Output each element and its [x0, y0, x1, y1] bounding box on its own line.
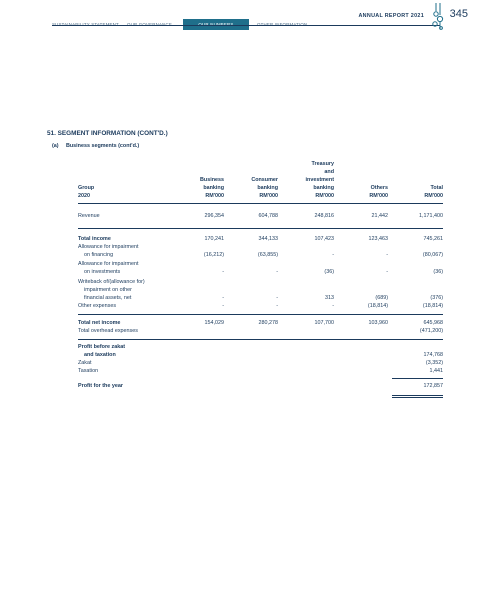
allow-investments-others: -: [386, 269, 388, 275]
sub-section-label: (a): [52, 143, 59, 149]
brand-circuit-icon: [430, 3, 446, 31]
col-header-business-1: Business: [200, 177, 224, 183]
row-label-total-net-income: Total net income: [78, 320, 121, 326]
page-header: [0, 0, 480, 40]
nav-other-information[interactable]: OTHER INFORMATION: [257, 22, 308, 27]
revenue-others: 21,442: [371, 213, 388, 219]
total-income-treasury: 107,423: [314, 236, 334, 242]
total-income-others: 123,463: [368, 236, 388, 242]
profit-year-underline-2: [392, 397, 443, 398]
writeback-others: (689): [375, 295, 388, 301]
row-label-writeback-3: financial assets, net: [84, 295, 132, 301]
row-label-profit-before-zakat-2: and taxation: [84, 352, 116, 358]
nav-our-governance[interactable]: OUR GOVERNANCE: [127, 22, 173, 27]
row-label-allowance-financing-2: on financing: [84, 252, 114, 258]
row-label-allowance-financing-1: Allowance for impairment: [78, 244, 139, 250]
nav-our-numbers[interactable]: OUR NUMBERS: [183, 19, 249, 30]
page-number: 345: [449, 8, 468, 20]
net-income-business: 154,029: [204, 320, 224, 326]
row-label-writeback-2: impairment on other: [84, 287, 132, 293]
row-label-other-expenses: Other expenses: [78, 303, 117, 309]
total-income-consumer: 344,133: [258, 236, 278, 242]
allow-financing-business: (16,212): [203, 252, 224, 258]
row-label-writeback-1: Writeback of/(allowance for): [78, 279, 145, 285]
profit-year-total: 172,857: [423, 383, 443, 389]
row-label-total-income: Total income: [78, 236, 111, 242]
other-expenses-treasury: -: [332, 303, 334, 309]
taxation-underline: [392, 378, 443, 379]
allow-financing-others: -: [386, 252, 388, 258]
row-label-allowance-investments-2: on investments: [84, 269, 121, 275]
group-label: Group: [78, 185, 95, 191]
col-header-consumer-3: RM'000: [259, 193, 278, 199]
annual-report-label: ANNUAL REPORT 2021: [358, 13, 424, 19]
col-header-treasury-5: RM'000: [315, 193, 334, 199]
row-label-profit-for-year: Profit for the year: [78, 383, 123, 389]
col-header-business-2: banking: [203, 185, 224, 191]
profit-before-zakat-total: 174,768: [423, 352, 443, 358]
col-header-total-2: RM'000: [424, 193, 443, 199]
net-income-total: 645,968: [423, 320, 443, 326]
col-header-consumer-2: banking: [257, 185, 278, 191]
row-label-zakat: Zakat: [78, 360, 92, 366]
col-header-treasury-1: Treasury: [311, 161, 334, 167]
allow-investments-business: -: [222, 269, 224, 275]
total-income-business: 170,241: [204, 236, 224, 242]
section-title: 51. SEGMENT INFORMATION (CONT'D.): [47, 130, 168, 137]
net-income-consumer: 280,278: [258, 320, 278, 326]
row-label-profit-before-zakat-1: Profit before zakat: [78, 344, 126, 350]
allow-investments-total: (36): [433, 269, 443, 275]
revenue-treasury: 248,816: [314, 213, 334, 219]
revenue-underline: [78, 228, 443, 229]
revenue-total: 1,171,400: [419, 213, 443, 219]
other-expenses-consumer: -: [276, 303, 278, 309]
col-header-treasury-3: investment: [305, 177, 334, 183]
zakat-total: (3,352): [425, 360, 443, 366]
overhead-underline: [78, 339, 443, 340]
sub-section-text: Business segments (cont'd.): [66, 143, 140, 149]
revenue-business: 296,354: [204, 213, 224, 219]
row-label-revenue: Revenue: [78, 213, 100, 219]
writeback-treasury: 313: [325, 295, 334, 301]
other-expenses-total: (18,814): [422, 303, 443, 309]
allow-financing-treasury: -: [332, 252, 334, 258]
other-expenses-business: -: [222, 303, 224, 309]
year-label: 2020: [78, 193, 90, 199]
revenue-consumer: 604,788: [258, 213, 278, 219]
overhead-total: (471,200): [419, 328, 443, 334]
col-header-total-1: Total: [430, 185, 443, 191]
header-rule: [52, 25, 440, 26]
net-income-others: 103,960: [368, 320, 388, 326]
taxation-total: 1,441: [429, 368, 443, 374]
other-expenses-others: (18,814): [367, 303, 388, 309]
allow-investments-treasury: (36): [324, 269, 334, 275]
col-header-consumer-1: Consumer: [251, 177, 278, 183]
col-header-treasury-2: and: [324, 169, 334, 175]
allow-financing-total: (80,067): [422, 252, 443, 258]
row-label-taxation: Taxation: [78, 368, 99, 374]
writeback-consumer: -: [276, 295, 278, 301]
row-label-overhead: Total overhead expenses: [78, 328, 138, 334]
allow-investments-consumer: -: [276, 269, 278, 275]
col-header-treasury-4: banking: [313, 185, 334, 191]
allow-financing-consumer: (63,855): [257, 252, 278, 258]
col-header-others-1: Others: [370, 185, 388, 191]
writeback-total: (376): [430, 295, 443, 301]
total-income-total: 745,261: [423, 236, 443, 242]
sub-section-title: [52, 143, 139, 149]
row-label-allowance-investments-1: Allowance for impairment: [78, 261, 139, 267]
net-income-treasury: 107,700: [314, 320, 334, 326]
expenses-underline: [78, 314, 443, 315]
col-header-others-2: RM'000: [369, 193, 388, 199]
profit-year-underline-1: [392, 395, 443, 396]
col-header-business-3: RM'000: [205, 193, 224, 199]
writeback-business: -: [222, 295, 224, 301]
header-underline: [78, 203, 443, 204]
nav-sustainability-statement[interactable]: SUSTAINABILITY STATEMENT: [52, 22, 119, 27]
